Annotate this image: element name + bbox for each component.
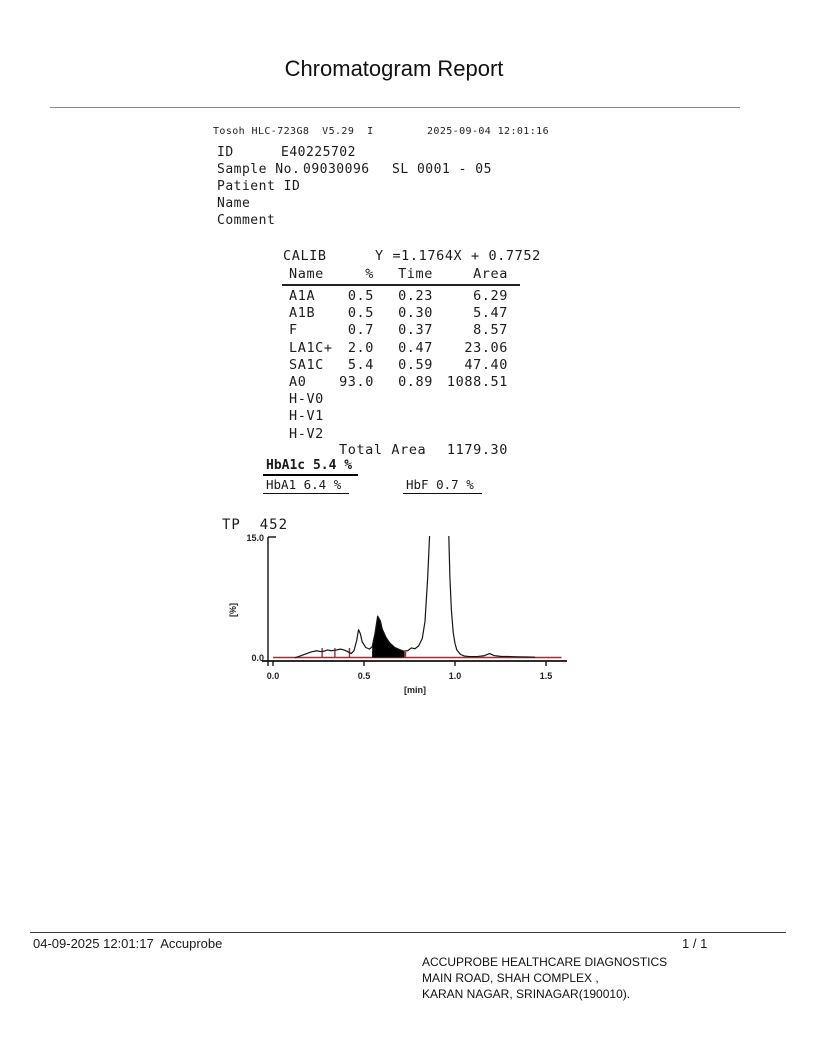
rack-position: SL 0001 - 05 [392, 162, 492, 177]
comment-label: Comment [217, 213, 276, 228]
row-pct: 5.4 [347, 356, 374, 373]
row-name: F [289, 322, 298, 339]
row-time: 0.47 [398, 339, 433, 356]
org-address-1: MAIN ROAD, SHAH COMPLEX , [422, 971, 599, 985]
total-area-label: Total Area [339, 442, 427, 458]
row-time: 0.23 [398, 288, 433, 304]
row-area: 8.57 [473, 322, 508, 339]
analyzer-model: Tosoh HLC-723G8 V5.29 I [213, 126, 374, 137]
name-label: Name [217, 196, 251, 211]
chromatogram-plot [210, 530, 580, 700]
total-peaks-label: TP 452 [222, 517, 289, 533]
sample-no-value: 09030096 [303, 162, 370, 177]
row-pct: 0.5 [347, 288, 374, 304]
row-name: LA1C+ [289, 339, 333, 356]
row-time: 0.37 [398, 322, 433, 339]
row-name: SA1C [289, 356, 324, 373]
y-min-label: 0.0 [251, 653, 264, 663]
row-time: 0.59 [398, 356, 433, 373]
hba1-result: HbA1 6.4 % [263, 477, 349, 494]
y-axis-unit-label: [%] [228, 603, 238, 617]
row-name: A1A [289, 288, 316, 304]
hba1c-result: HbA1c 5.4 % [263, 458, 358, 476]
col-header-pct: % [365, 266, 374, 282]
row-time: 0.30 [398, 305, 433, 322]
sample-no-label: Sample No. [217, 162, 301, 177]
y-max-label: 15.0 [246, 533, 264, 543]
id-label: ID [217, 145, 234, 160]
org-address-2: KARAN NAGAR, SRINAGAR(190010). [422, 987, 631, 1001]
analysis-datetime: 2025-09-04 12:01:16 [427, 126, 549, 137]
page-title: Chromatogram Report [284, 56, 504, 81]
row-pct: 0.7 [347, 322, 374, 339]
row-pct: 93.0 [339, 374, 374, 390]
row-name: H-V0 [289, 391, 324, 408]
row-area: 1088.51 [446, 374, 508, 390]
id-value: E40225702 [281, 145, 356, 160]
x-tick-label: 0.5 [357, 671, 371, 681]
x-tick-label: 1.5 [539, 671, 553, 681]
hbf-result: HbF 0.7 % [403, 477, 482, 494]
x-axis-unit-label: [min] [403, 685, 426, 695]
calib-label: CALIB [283, 248, 327, 264]
row-name: A0 [289, 374, 307, 390]
table-header-rule [282, 284, 520, 286]
row-pct: 2.0 [347, 339, 374, 356]
page-number: 1 / 1 [682, 936, 708, 951]
header-divider [50, 107, 740, 108]
row-name: H-V2 [289, 425, 324, 442]
footer-print-info: 04-09-2025 12:01:17 Accuprobe [33, 936, 223, 951]
x-tick-label: 1.0 [448, 671, 462, 681]
row-area: 6.29 [473, 288, 508, 304]
patient-id-label: Patient ID [217, 179, 301, 194]
x-tick-label: 0.0 [266, 671, 280, 681]
calib-equation: Y =1.1764X + 0.7752 [375, 248, 541, 264]
row-name: A1B [289, 305, 316, 322]
col-header-time: Time [398, 266, 433, 282]
footer-divider [30, 932, 786, 933]
col-header-name: Name [289, 266, 324, 282]
row-name: H-V1 [289, 408, 324, 425]
row-time: 0.89 [398, 374, 433, 390]
chromatogram-curve [295, 530, 535, 658]
row-area: 5.47 [473, 305, 508, 322]
row-area: 23.06 [464, 339, 508, 356]
row-pct: 0.5 [347, 305, 374, 322]
col-header-area: Area [473, 266, 508, 282]
row-area: 47.40 [464, 356, 508, 373]
org-name: ACCUPROBE HEALTHCARE DIAGNOSTICS [422, 955, 668, 969]
total-area-value: 1179.30 [446, 442, 508, 458]
